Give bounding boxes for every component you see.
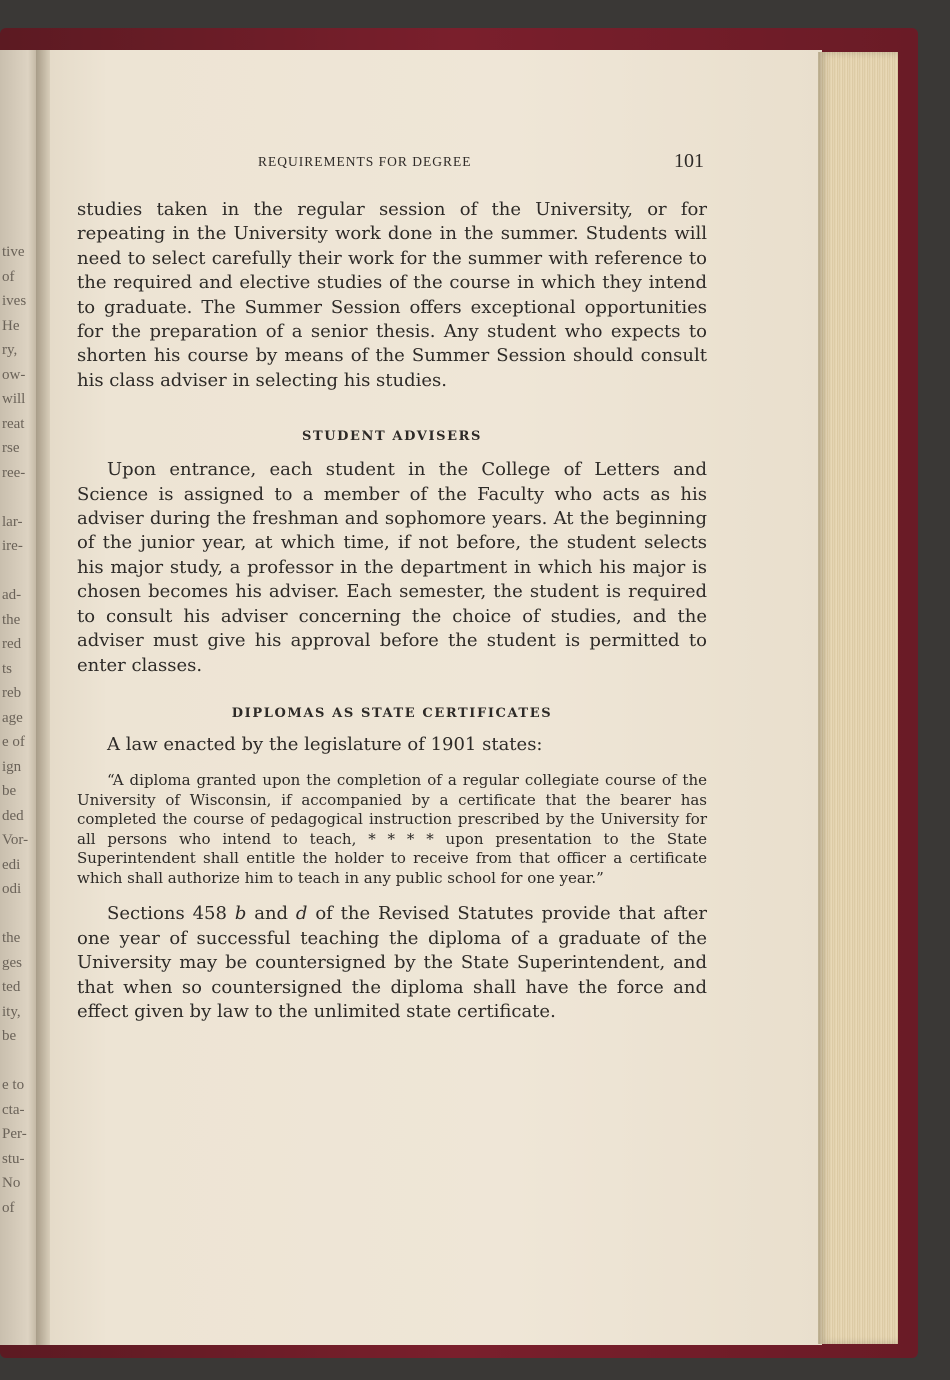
sections-text-start: Sections 458 [107, 903, 235, 925]
sections-text-and: and [246, 903, 296, 925]
page-content [77, 198, 707, 1024]
section-letter-b: b [234, 903, 247, 925]
heading-diplomas: DIPLOMAS AS STATE CERTIFICATES [231, 705, 553, 721]
previous-page-text: tive of ives He ry, ow- will reat rse ree- lar- ire- ad- the red ts reb age e of ign be ded Vor- edi odi the ges ted ity, be e to cta- Per- stu- No of [2, 244, 29, 1216]
quotation-statute: “A diploma granted upon the completion of a regular collegiate course of the University of Wisconsin, if accompanied by a certificate that the bearer has completed the course of pedagogical instruction prescribed by the University for all persons who intend to teach, * * * * upon presentation to the State Superintendent shall entitle the holder to receive from that officer a certificate which shall authorize him to teach in any public school for one year.” [77, 771, 707, 887]
page-gutter [36, 50, 50, 1345]
paragraph-summer-session: studies taken in the regular session of the University, or for repeating in the University work done in the summer. Students will need to select carefully their work for the summer with reference to the required and elective studies of the course in which they intend to graduate. The Summer Session offers exceptional opportunities for the preparation of a senior thesis. Any student who expects to shorten his course by means of the Summer Session should consult his class adviser in selecting his studies. [77, 199, 707, 391]
paragraph-law: A law enacted by the legislature of 1901 states: [107, 733, 543, 755]
running-head: REQUIREMENTS FOR DEGREE [258, 154, 472, 169]
sections-text-rest: of the Revised Statutes provide that after one year of successful teaching the diploma of a graduate of the University may be countersigned by the State Superintendent, and that when so countersigned the diploma shall have the force and effect given by law to the unlimited state certificate. [77, 903, 707, 1022]
paragraph-student-advisers: Upon entrance, each student in the College of Letters and Science is assigned to a member of the Faculty who acts as his adviser during the freshman and sophomore years. At the beginning of the junior year, at which time, if not before, the student selects his major study, a professor in the department in which his major is chosen becomes his adviser. Each semester, the student is required to consult his adviser concerning the choice of studies, and the adviser must give his approval before the student is permitted to enter classes. [77, 459, 707, 676]
previous-page-edge [0, 50, 40, 1345]
page-edges [818, 52, 898, 1344]
paragraph-revised-statutes [77, 902, 707, 1024]
section-letter-d: d [295, 903, 308, 925]
page-number: 101 [674, 150, 704, 172]
heading-student-advisers: STUDENT ADVISERS [301, 429, 483, 445]
